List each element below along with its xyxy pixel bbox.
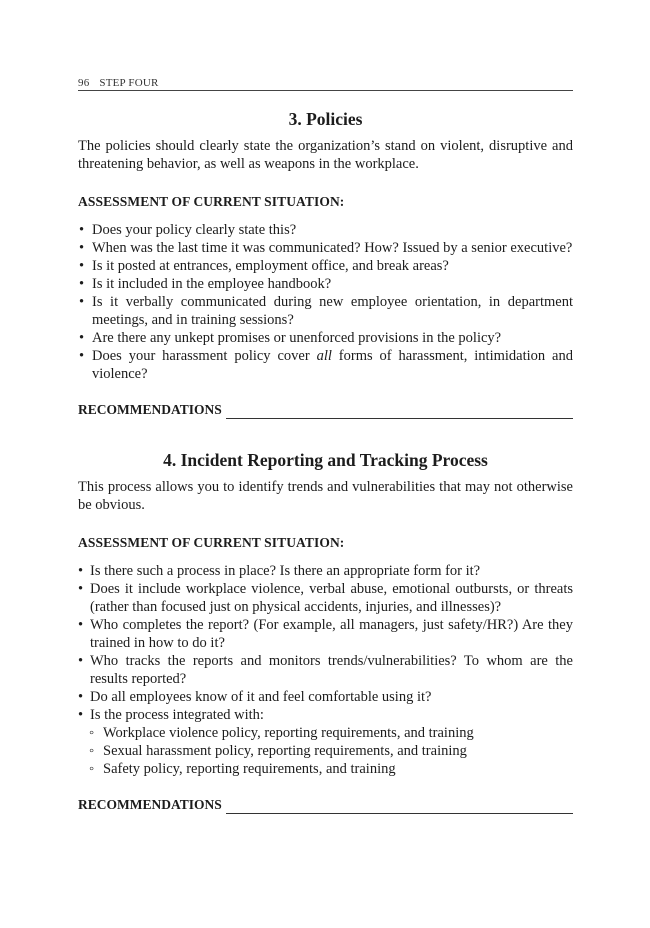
list-item: • When was the last time it was communicated? How? Issued by a senior executive?	[78, 239, 573, 257]
recommendations-fill-line	[226, 404, 573, 419]
recommendations-label: RECOMMENDATIONS	[78, 402, 222, 417]
list-item: • Is there such a process in place? Is there an appropriate form for it?	[78, 562, 573, 580]
running-head	[78, 74, 573, 91]
section-3-recommendations	[78, 401, 573, 419]
list-item: • Do all employees know of it and feel comfortable using it?	[78, 688, 573, 706]
list-item-emphasis: all	[316, 348, 332, 364]
sub-list-item: ◦ Sexual harassment policy, reporting requirements, and training	[78, 742, 573, 760]
list-item: • Who completes the report? (For example, all managers, just safety/HR?) Are they trained in how to do it?	[78, 616, 573, 652]
section-4-intro: This process allows you to identify trends and vulnerabilities that may not otherwise be obvious.	[78, 479, 573, 513]
list-item: • Who tracks the reports and monitors trends/vulnerabilities? To whom are the results reported?	[78, 652, 573, 688]
section-3-assessment-heading: ASSESSMENT OF CURRENT SITUATION:	[78, 194, 345, 209]
section-3-assessment-list	[78, 221, 573, 383]
list-item: • Is it included in the employee handbook?	[78, 275, 573, 293]
section-4-recommendations	[78, 796, 573, 814]
recommendations-fill-line	[226, 799, 573, 814]
sub-list-item: ◦ Safety policy, reporting requirements, and training	[78, 760, 573, 778]
page-number: 96	[78, 77, 90, 89]
section-4-assessment-heading: ASSESSMENT OF CURRENT SITUATION:	[78, 535, 345, 550]
section-4-title: 4. Incident Reporting and Tracking Process	[163, 450, 488, 470]
running-head-section: STEP FOUR	[99, 77, 159, 89]
list-item: • Is it posted at entrances, employment office, and break areas?	[78, 257, 573, 275]
list-item: • Is the process integrated with:	[78, 706, 573, 724]
section-3-title: 3. Policies	[288, 109, 363, 129]
list-item: • Does your policy clearly state this?	[78, 221, 573, 239]
section-4-sub-list	[78, 724, 573, 778]
section-4-assessment-list	[78, 562, 573, 724]
sub-list-item: ◦ Workplace violence policy, reporting requirements, and training	[78, 724, 573, 742]
list-item-text-end: forms of harassment, intimidation and violence?	[92, 348, 573, 382]
list-item-text-start: Does your harassment policy cover	[92, 348, 317, 364]
section-3-intro: The policies should clearly state the organization’s stand on violent, disruptive and threatening behavior, as well as weapons in the workplace.	[78, 138, 573, 172]
recommendations-label: RECOMMENDATIONS	[78, 797, 222, 812]
list-item	[78, 347, 573, 383]
list-item: • Does it include workplace violence, verbal abuse, emotional outbursts, or threats (rather than focused just on physical accidents, injuries, and illnesses)?	[78, 580, 573, 616]
list-item: • Is it verbally communicated during new employee orientation, in department meetings, and in training sessions?	[78, 293, 573, 329]
document-page	[78, 74, 573, 814]
list-item: • Are there any unkept promises or unenforced provisions in the policy?	[78, 329, 573, 347]
